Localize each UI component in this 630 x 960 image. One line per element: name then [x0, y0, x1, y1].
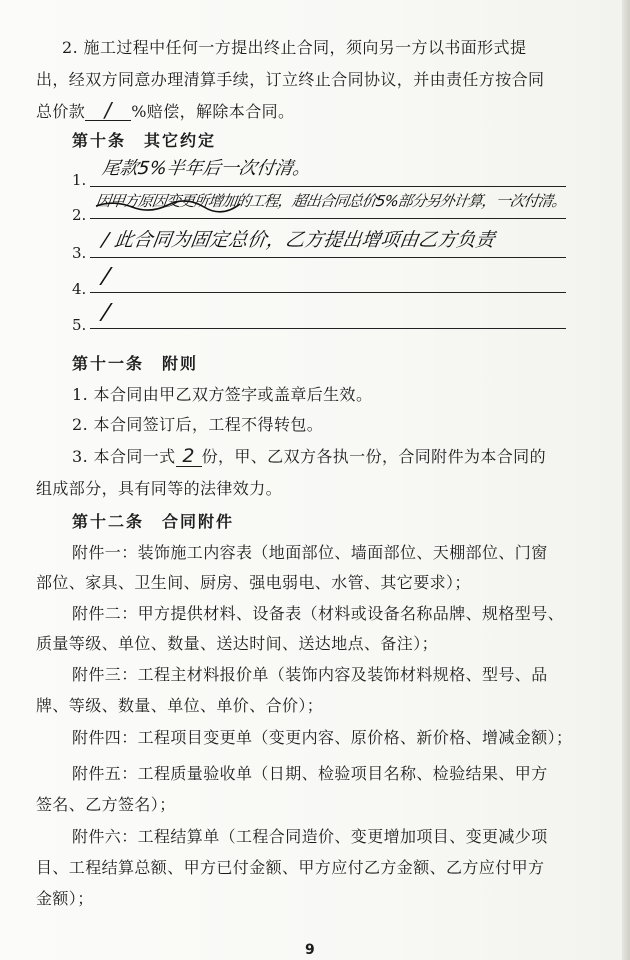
- copies-count-fill: 2: [176, 446, 202, 467]
- article10-item5-num: 5.: [72, 316, 87, 334]
- article9-item2-line2: 出，经双方同意办理清算手续，订立终止合同协议，并由责任方按合同: [36, 70, 545, 89]
- article11-item3: [72, 446, 630, 467]
- article11-item3-line2: 组成部分，具有同等的法律效力。: [36, 479, 283, 498]
- article10-item1-handwriting: 尾款5%半年后一次付清。: [100, 158, 313, 179]
- article10-item2-rule: [90, 218, 566, 219]
- line3-before: 总价款: [36, 102, 86, 121]
- strikethrough-scribble-icon: [94, 198, 244, 214]
- attachment6-line2: 目、工程结算总额、甲方已付金额、甲方应付乙方金额、乙方应付甲方: [36, 858, 545, 877]
- article10-item3-num: 3.: [72, 244, 87, 262]
- article10-item4-handwriting: /: [100, 264, 112, 289]
- article10-item3-handwriting: / 此合同为固定总价，乙方提出增项由乙方负责: [100, 229, 496, 251]
- attachment4-line: 附件四：工程项目变更单（变更内容、原价格、新价格、增减金额）；: [72, 728, 573, 747]
- attachment5-line2: 签名、乙方签名）；: [36, 795, 176, 814]
- article10-item5-handwriting: /: [100, 300, 112, 325]
- attachment2-line2: 质量等级、单位、数量、送达时间、送达地点、备注）；: [36, 634, 439, 653]
- attachment6-line3: 金额）；: [36, 889, 94, 908]
- article10-item1-num: 1.: [72, 171, 87, 189]
- article9-item2-line1: 2. 施工过程中任何一方提出终止合同，须向另一方以书面形式提: [62, 38, 527, 57]
- line3-after: %赔偿，解除本合同。: [131, 102, 295, 121]
- article10-item4-num: 4.: [72, 280, 87, 298]
- item3-after: 份，甲、乙双方各执一份，合同附件为本合同的: [201, 447, 546, 466]
- article12-title: 第十二条 合同附件: [72, 512, 235, 531]
- attachment2-line1: 附件二：甲方提供材料、设备表（材料或设备名称品牌、规格型号、: [72, 604, 565, 623]
- page-number: 9: [305, 942, 315, 958]
- article11-title: 第十一条 附则: [72, 354, 199, 373]
- attachment6-line1: 附件六：工程结算单（工程合同造价、变更增加项目、变更减少项: [72, 827, 548, 846]
- article10-item1-rule: [90, 186, 566, 187]
- compensation-percent-fill: /: [85, 100, 131, 121]
- item3-before: 3. 本合同一式: [72, 447, 176, 466]
- article11-item2: 2. 本合同签订后，工程不得转包。: [72, 415, 324, 434]
- attachment3-line1: 附件三：工程主材料报价单（装饰内容及装饰材料规格、型号、品: [72, 665, 548, 684]
- article10-title: 第十条 其它约定: [72, 131, 217, 150]
- attachment1-line1: 附件一：装饰施工内容表（地面部位、墙面部位、天棚部位、门窗: [72, 543, 548, 562]
- attachment5-line1: 附件五：工程质量验收单（日期、检验项目名称、检验结果、甲方: [72, 764, 548, 783]
- article10-item2-num: 2.: [72, 206, 87, 224]
- article10-item4-rule: [90, 292, 566, 293]
- attachment3-line2: 牌、等级、数量、单位、单价、合价）；: [36, 696, 324, 715]
- article9-item2-line3: [36, 100, 596, 122]
- article10-item2-handwriting: 因甲方原因变更所增加的工程，超出合同总价5%部分另外计算，一次付清。: [94, 192, 568, 210]
- article10-item5-rule: [90, 328, 566, 329]
- attachment1-line2: 部位、家具、卫生间、厨房、强电弱电、水管、其它要求）；: [36, 573, 471, 592]
- article11-item1: 1. 本合同由甲乙双方签字或盖章后生效。: [72, 385, 373, 404]
- article10-item3-rule: [90, 257, 566, 258]
